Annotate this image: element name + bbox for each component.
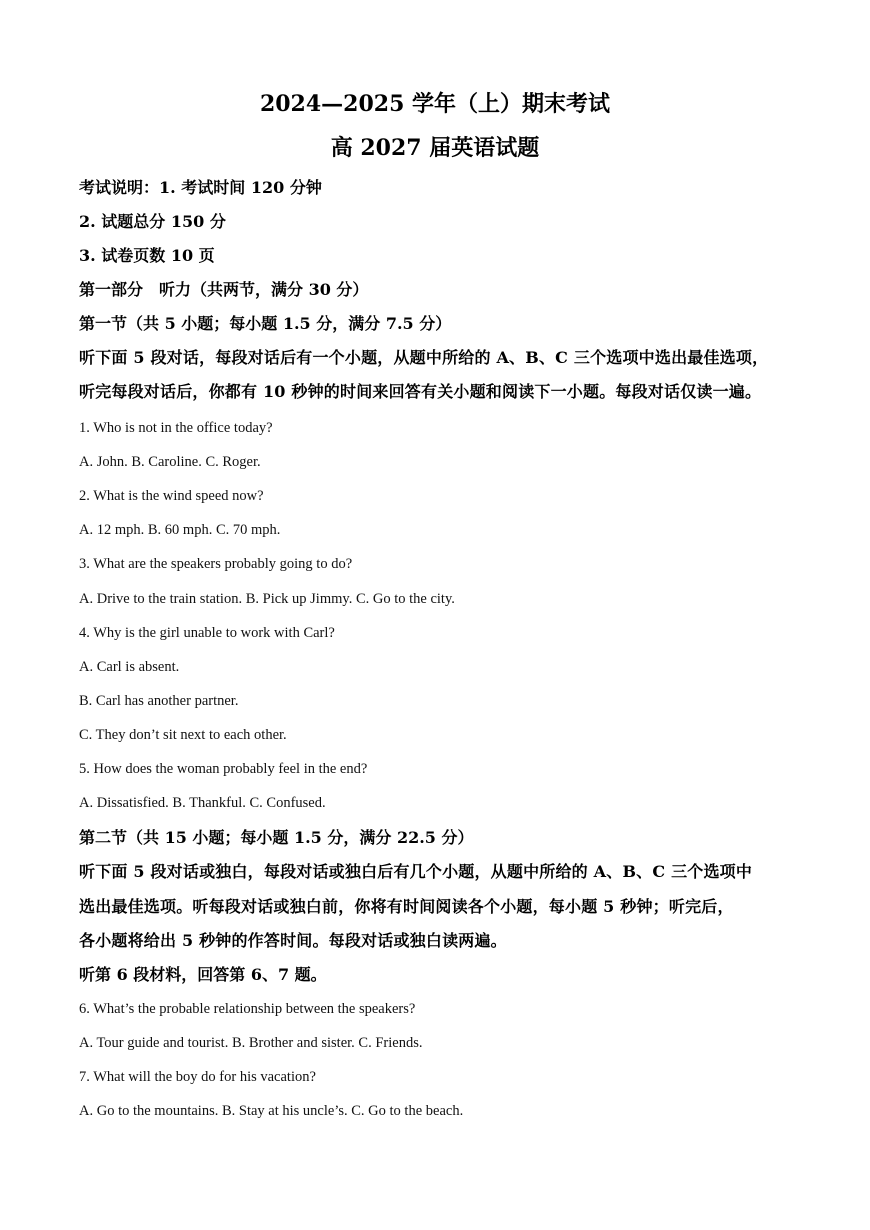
section2-heading: 第二节（共 15 小题；每小题 1.5 分，满分 22.5 分）	[79, 828, 474, 847]
section2-instruction: 选出最佳选项。听每段对话或独白前，你将有时间阅读各个小题，每小题 5 秒钟；听完后，	[79, 897, 734, 916]
question-options: A. Go to the mountains. B. Stay at his uncle’s. C. Go to the beach.	[79, 1103, 464, 1119]
question-stem: 3. What are the speakers probably going to do?	[79, 556, 353, 572]
section1-instruction: 听下面 5 段对话，每段对话后有一个小题，从题中所给的 A、B、C 三个选项中选出最佳选项，	[79, 348, 769, 367]
exam-note-time: 考试说明：1. 考试时间 120 分钟	[79, 178, 322, 197]
part1-heading: 第一部分 听力（共两节，满分 30 分）	[79, 280, 369, 299]
question-options: A. Dissatisfied. B. Thankful. C. Confused.	[79, 795, 326, 811]
question-option: C. They don’t sit next to each other.	[79, 727, 287, 743]
question-options: A. Tour guide and tourist. B. Brother and sister. C. Friends.	[79, 1035, 423, 1051]
question-option: A. Carl is absent.	[79, 659, 180, 675]
exam-title: 2024—2025 学年（上）期末考试	[259, 91, 611, 117]
question-option: B. Carl has another partner.	[79, 693, 239, 709]
question-stem: 2. What is the wind speed now?	[79, 488, 264, 504]
section2-instruction: 听下面 5 段对话或独白，每段对话或独白后有几个小题，从题中所给的 A、B、C 三个选项中	[79, 862, 753, 881]
exam-note-pages: 3. 试卷页数 10 页	[79, 246, 215, 265]
question-stem: 4. Why is the girl unable to work with Carl?	[79, 625, 335, 641]
question-options: A. John. B. Caroline. C. Roger.	[79, 454, 261, 470]
question-stem: 7. What will the boy do for his vacation?	[79, 1069, 316, 1085]
question-stem: 6. What’s the probable relationship between the speakers?	[79, 1001, 416, 1017]
question-stem: 5. How does the woman probably feel in the end?	[79, 761, 368, 777]
question-stem: 1. Who is not in the office today?	[79, 420, 273, 436]
section2-instruction: 各小题将给出 5 秒钟的作答时间。每段对话或独白读两遍。	[79, 931, 507, 950]
section1-instruction: 听完每段对话后，你都有 10 秒钟的时间来回答有关小题和阅读下一小题。每段对话仅读一遍。	[79, 382, 762, 401]
material-heading: 听第 6 段材料，回答第 6、7 题。	[79, 965, 327, 984]
exam-note-score: 2. 试题总分 150 分	[79, 212, 226, 231]
question-options: A. 12 mph. B. 60 mph. C. 70 mph.	[79, 522, 281, 538]
section1-heading: 第一节（共 5 小题；每小题 1.5 分，满分 7.5 分）	[79, 314, 452, 333]
exam-subtitle: 高 2027 届英语试题	[330, 135, 540, 161]
question-options: A. Drive to the train station. B. Pick up Jimmy. C. Go to the city.	[79, 591, 455, 607]
